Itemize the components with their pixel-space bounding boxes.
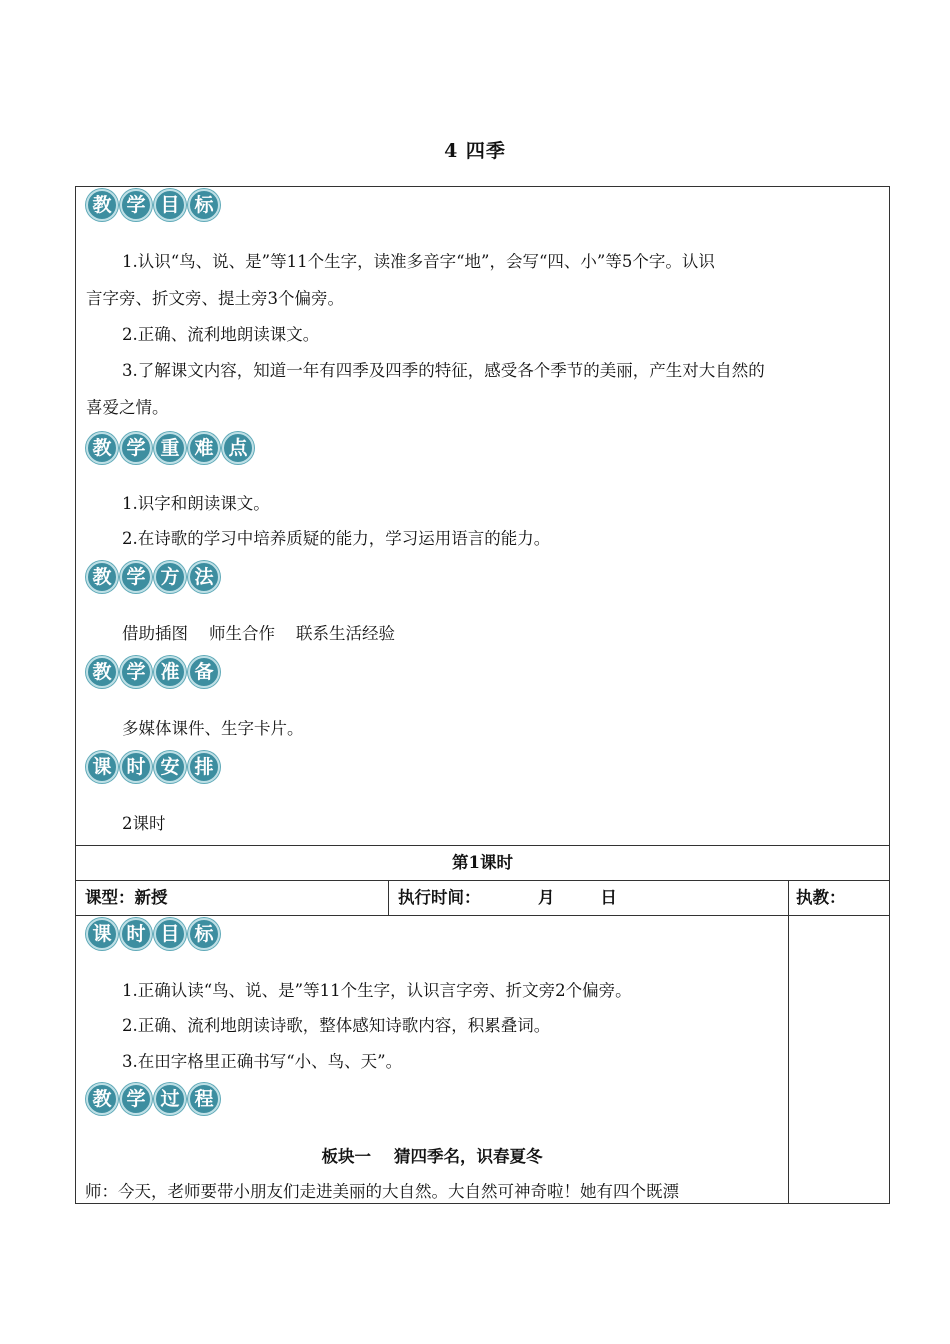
heading-char: 程 [188,1083,220,1115]
heading-char: 学 [120,656,152,688]
heading-char: 教 [86,656,118,688]
heading-char: 安 [154,751,186,783]
heading-char: 准 [154,656,186,688]
heading-char: 点 [222,432,254,464]
lesson-title-row [75,845,890,881]
objectives-line: 2.正确、流利地朗读诗歌，整体感知诗歌内容，积累叠词。 [122,1016,551,1035]
key-points-line: 1.识字和朗读课文。 [122,494,270,513]
heading-char: 课 [86,918,118,950]
goals-line: 1.认识“鸟、说、是”等11个生字，读准多音字“地”，会写“四、小”等5个字。认识 [122,252,715,271]
heading-char: 目 [154,918,186,950]
heading-char: 难 [188,432,220,464]
heading-char: 学 [120,1083,152,1115]
preparation-line: 多媒体课件、生字卡片。 [122,719,304,738]
schedule-heading [86,751,220,785]
page-title: 4 四季 [444,140,506,162]
preparation-heading [86,656,220,690]
goals-heading [86,189,220,223]
heading-char: 学 [120,189,152,221]
heading-char: 课 [86,751,118,783]
heading-char: 排 [188,751,220,783]
lesson-body [75,915,890,1204]
heading-char: 时 [120,751,152,783]
heading-char: 过 [154,1083,186,1115]
methods-heading [86,561,220,595]
objectives-line: 1.正确认读“鸟、说、是”等11个生字，认识言字旁、折文旁2个偏旁。 [122,981,632,1000]
lesson-teacher: 执教： [796,888,846,907]
key-points-line: 2.在诗歌的学习中培养质疑的能力，学习运用语言的能力。 [122,529,551,548]
heading-char: 时 [120,918,152,950]
heading-char: 教 [86,189,118,221]
key-points-heading [86,432,254,466]
heading-char: 学 [120,561,152,593]
goals-line: 2.正确、流利地朗读课文。 [122,325,320,344]
heading-char: 教 [86,561,118,593]
heading-char: 备 [188,656,220,688]
schedule-line: 2课时 [122,814,166,833]
heading-char: 标 [188,918,220,950]
heading-char: 目 [154,189,186,221]
goals-line: 喜爱之情。 [86,398,169,417]
lesson-time: 执行时间： 月 日 [398,888,617,907]
heading-char: 教 [86,432,118,464]
process-heading [86,1083,220,1117]
lesson-type: 课型：新授 [85,888,168,907]
heading-char: 教 [86,1083,118,1115]
overview-box [75,186,890,846]
block-title: 板块一 猜四季名，识春夏冬 [321,1147,543,1166]
lesson-info-row [75,880,890,916]
process-text: 师：今天，老师要带小朋友们走进美丽的大自然。大自然可神奇啦！她有四个既漂 [85,1182,679,1201]
heading-char: 法 [188,561,220,593]
goals-line: 言字旁、折文旁、提土旁3个偏旁。 [86,289,344,308]
heading-char: 方 [154,561,186,593]
methods-line: 借助插图 师生合作 联系生活经验 [122,624,395,643]
heading-char: 重 [154,432,186,464]
heading-char: 标 [188,189,220,221]
objectives-heading [86,918,220,952]
goals-line: 3.了解课文内容，知道一年有四季及四季的特征，感受各个季节的美丽，产生对大自然的 [122,361,765,380]
heading-char: 学 [120,432,152,464]
objectives-line: 3.在田字格里正确书写“小、鸟、天”。 [122,1052,403,1071]
lesson-title: 第1课时 [452,853,513,872]
